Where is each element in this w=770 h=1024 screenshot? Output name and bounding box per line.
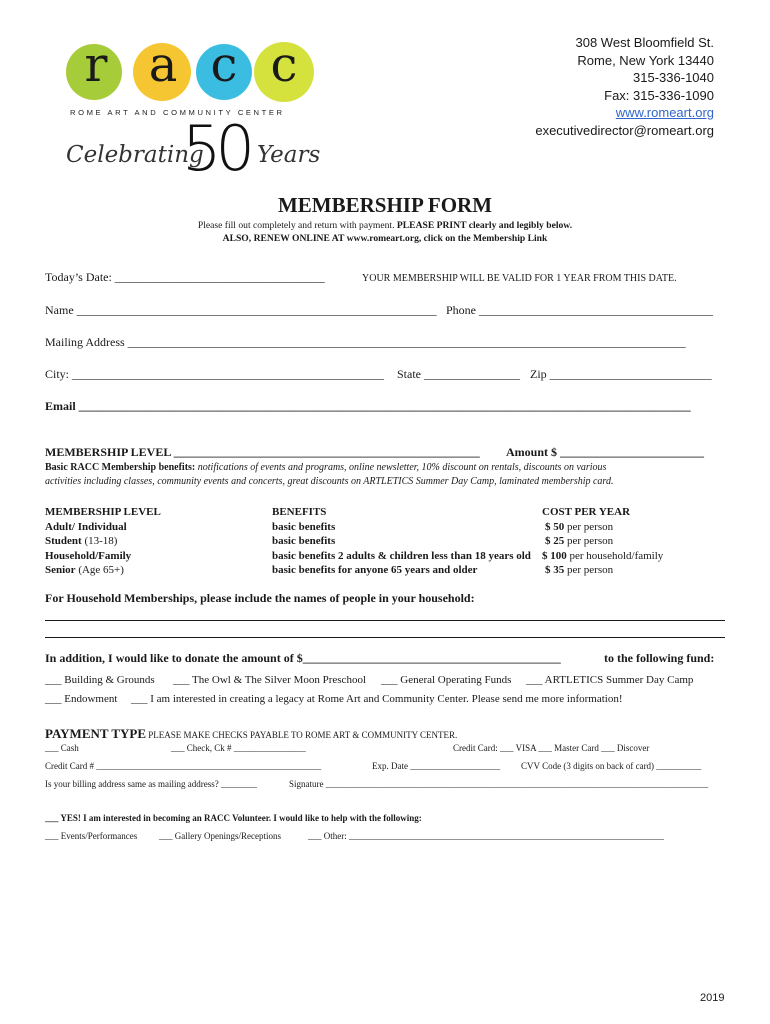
city-field[interactable]: City: ____________________________________________________ (45, 367, 385, 381)
fund-building-grounds[interactable]: ___ Building & Grounds (45, 674, 155, 686)
cost-amount: $ 25 (545, 535, 565, 548)
legacy-interest[interactable]: ___ I am interested in creating a legacy at Rome Art and Community Center. Please send me more information! (131, 693, 623, 705)
table-col-benefits (272, 505, 531, 578)
cost-row (542, 520, 663, 535)
intro-print-note: PLEASE PRINT clearly and legibly below. (396, 220, 573, 231)
level-name: Household/Family (45, 549, 132, 562)
household-line-1[interactable] (45, 620, 725, 621)
benefit-text: basic benefits 2 adults & children less than 18 years old (272, 549, 531, 562)
level-note: (Age 65+) (75, 564, 124, 577)
cost-row (542, 534, 663, 549)
fund-endowment[interactable]: ___ Endowment (45, 693, 118, 705)
logo-letter-c1: c (210, 37, 238, 93)
payment-cash[interactable]: ___ Cash (45, 743, 79, 753)
address-city: Rome, New York 13440 (577, 52, 714, 68)
payment-check[interactable]: ___ Check, Ck # ________________ (171, 743, 306, 753)
level-note: (13-18) (81, 535, 118, 548)
cost-amount: $ 100 (542, 549, 567, 562)
phone-field[interactable]: Phone _______________________________________ (446, 303, 713, 317)
cost-amount: $ 50 (545, 520, 565, 533)
table-col-level (45, 505, 161, 578)
cost-note: per household/family (566, 549, 664, 562)
benefits-label: Basic RACC Membership benefits: (45, 462, 198, 473)
fund-owl-preschool[interactable]: ___ The Owl & The Silver Moon Preschool (173, 674, 366, 686)
table-header-benefits: BENEFITS (272, 506, 327, 518)
logo-letter-r: r (84, 37, 108, 93)
logo-letter-c2: c (270, 37, 298, 93)
household-heading: For Household Memberships, please include the names of people in your household: (45, 591, 475, 605)
mailing-address-field[interactable]: Mailing Address _____________________________________________________________________________________________ (45, 335, 686, 349)
email-field[interactable]: Email ______________________________________________________________________________________________________ (45, 399, 691, 413)
volunteer-events[interactable]: ___ Events/Performances (45, 831, 138, 841)
logo-org-name: ROME ART AND COMMUNITY CENTER (70, 108, 285, 117)
logo-fifty: 50 (182, 112, 249, 185)
volunteer-heading[interactable]: ___ YES! I am interested in becoming an RACC Volunteer. I would like to help with the following: (45, 813, 422, 823)
website-link[interactable]: www.romeart.org (615, 105, 714, 120)
table-header-cost: COST PER YEAR (542, 506, 631, 518)
amount-field[interactable]: Amount $ ________________________ (506, 445, 705, 459)
address-phone: 315-336-1040 (633, 70, 714, 85)
address-fax: Fax: 315-336-1090 (604, 87, 714, 103)
cost-row (542, 549, 663, 564)
address-street: 308 West Bloomfield St. (575, 35, 714, 50)
cost-amount: $ 35 (545, 564, 565, 577)
footer-year: 2019 (700, 992, 725, 1004)
name-field[interactable]: Name ____________________________________________________________ (45, 303, 437, 317)
donation-amount-field[interactable]: In addition, I would like to donate the amount of $___________________________________________ (45, 651, 561, 665)
payment-credit-card-type[interactable]: Credit Card: ___ VISA ___ Master Card ___ Discover (453, 743, 650, 753)
cost-note: per person (564, 535, 614, 548)
table-col-cost (542, 505, 663, 578)
intro-line-1 (0, 220, 770, 231)
fund-general-operating[interactable]: ___ General Operating Funds (381, 674, 512, 686)
table-row (45, 534, 161, 549)
benefits-description (45, 462, 606, 473)
cost-row (542, 563, 663, 578)
cvv-field[interactable]: CVV Code (3 digits on back of card) __________ (521, 761, 702, 771)
donation-fund-label: to the following fund: (604, 651, 715, 665)
page-title: MEMBERSHIP FORM (277, 193, 493, 217)
cost-note: per person (564, 520, 614, 533)
household-line-2[interactable] (45, 637, 725, 638)
payment-checks-note: PLEASE MAKE CHECKS PAYABLE TO ROME ART & COMMUNITY CENTER. (146, 730, 458, 740)
todays-date-field[interactable]: Today’s Date: ___________________________________ (45, 270, 325, 284)
address-email: executivedirector@romeart.org (535, 122, 714, 138)
benefits-text-2: activities including classes, community events and concerts, great discounts on ARTLETICS Summer Day Camp, laminated membership card. (45, 476, 614, 487)
benefit-text: basic benefits (272, 520, 336, 533)
logo-letter-a: a (148, 37, 178, 93)
logo-years: Years (257, 142, 321, 168)
table-row (45, 563, 161, 578)
address-block (535, 34, 714, 139)
payment-heading: PAYMENT TYPE (45, 726, 147, 741)
level-name: Senior (45, 564, 76, 577)
intro-line-2: ALSO, RENEW ONLINE AT www.romeart.org, click on the Membership Link (222, 233, 548, 244)
payment-heading-line (45, 725, 457, 743)
state-field[interactable]: State ________________ (397, 367, 520, 381)
table-header-level: MEMBERSHIP LEVEL (45, 506, 161, 518)
volunteer-other[interactable]: ___ Other: ______________________________________________________________________ (308, 831, 664, 841)
level-name: Student (45, 535, 82, 548)
exp-date-field[interactable]: Exp. Date ____________________ (372, 761, 501, 771)
volunteer-gallery[interactable]: ___ Gallery Openings/Receptions (159, 831, 281, 841)
benefit-text: basic benefits (272, 535, 336, 548)
intro-text: Please fill out completely and return with payment. (197, 220, 397, 231)
benefits-text-1: notifications of events and programs, online newsletter, 10% discount on rentals, discounts on various (197, 462, 607, 473)
membership-level-field[interactable]: MEMBERSHIP LEVEL ___________________________________________________ (45, 445, 480, 459)
signature-field[interactable]: Signature _____________________________________________________________________________________ (289, 779, 709, 789)
zip-field[interactable]: Zip ___________________________ (530, 367, 712, 381)
cost-note: per person (564, 564, 614, 577)
logo-celebrating: Celebrating (66, 142, 204, 168)
benefit-text: basic benefits for anyone 65 years and older (272, 564, 478, 577)
fund-artletics[interactable]: ___ ARTLETICS Summer Day Camp (526, 674, 694, 686)
billing-same-field[interactable]: Is your billing address same as mailing address? ________ (45, 779, 257, 789)
validity-note: YOUR MEMBERSHIP WILL BE VALID FOR 1 YEAR FROM THIS DATE. (362, 273, 677, 284)
table-row (45, 549, 161, 564)
table-row (45, 520, 161, 535)
credit-card-number-field[interactable]: Credit Card # __________________________________________________ (45, 761, 322, 771)
level-name: Adult/ Individual (45, 520, 127, 533)
